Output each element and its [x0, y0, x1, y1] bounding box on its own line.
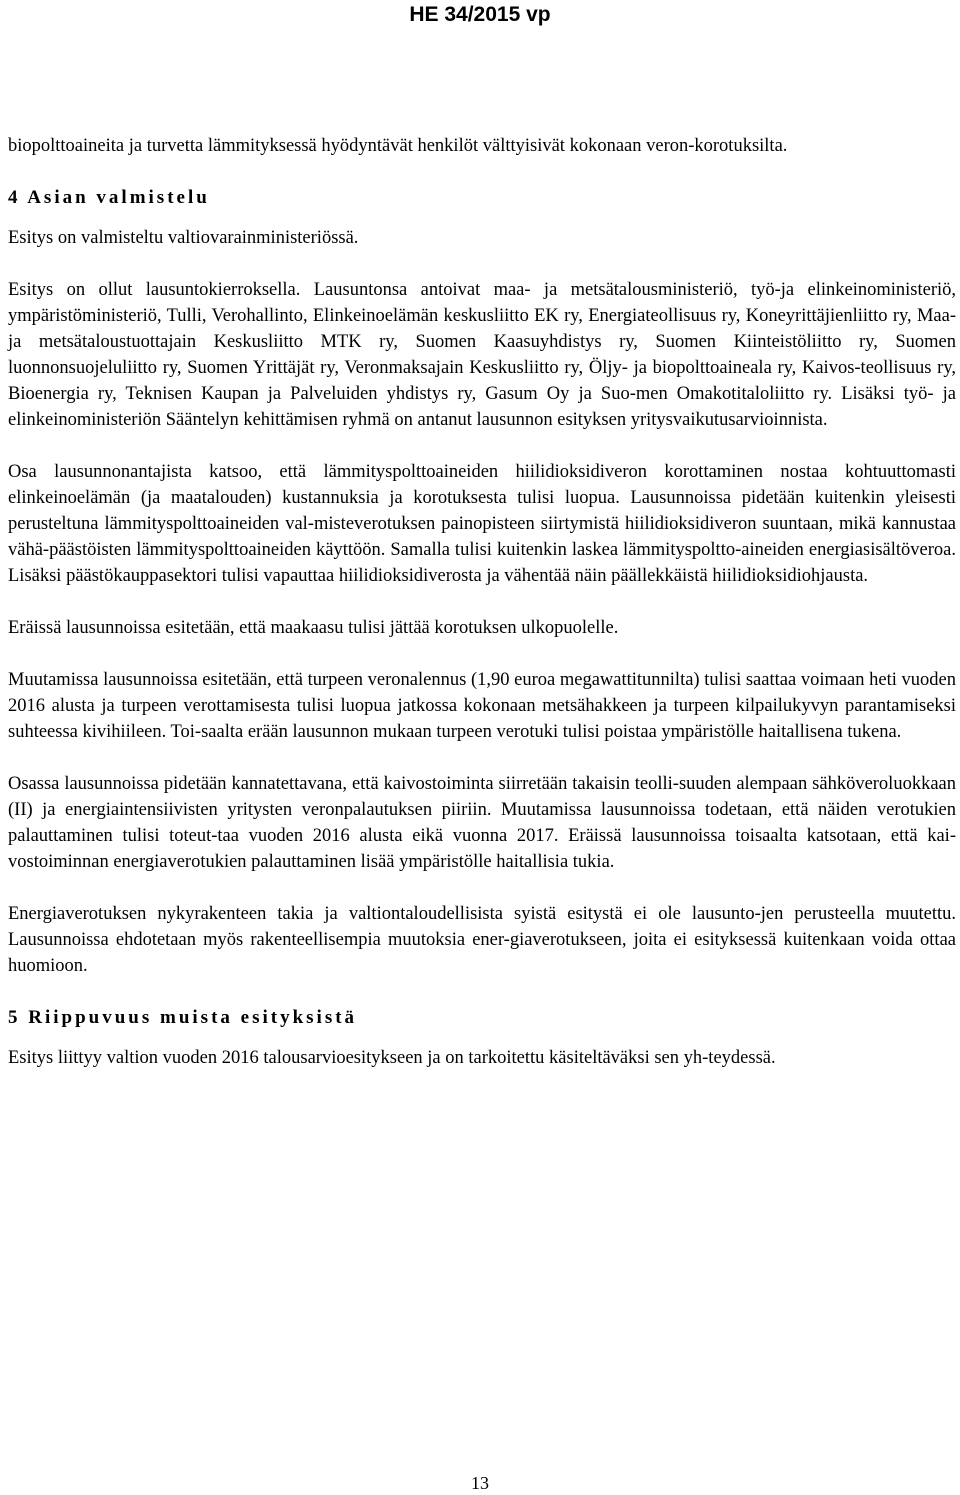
document-body — [8, 133, 956, 1071]
page-number: 13 — [471, 1473, 489, 1493]
document-id: HE 34/2015 vp — [409, 3, 551, 26]
paragraph-riippuvuus: Esitys liittyy valtion vuoden 2016 talousarvioesitykseen ja on tarkoitettu käsiteltäväksi sen yh-teydessä. — [8, 1048, 776, 1068]
paragraph-rakenne: Energiaverotuksen nykyrakenteen takia ja valtiontaloudellisista syistä esitystä ei ole lausunto-jen perusteella muutettu. Lausunnoissa ehdotetaan myös rakenteellisempia muutoksia ener-giaverotukseen, joita ei esityksessä kuitenkaan voida ottaa huomioon. — [8, 904, 956, 976]
paragraph-consultation: Esitys on ollut lausuntokierroksella. Lausuntonsa antoivat maa- ja metsätalousministeriö, työ-ja elinkeinoministeriö, ympäristöministeriö, Tulli, Verohallinto, Elinkeinoelämän keskusliitto EK ry, Energiateollisuus ry, Koneyrittäjienliitto ry, Maa- ja metsätaloustuottajain Keskusliitto MTK ry, Suomen Kaasuyhdistys ry, Suomen Kiinteistöliitto ry, Suomen luonnonsuojeluliitto ry, Suomen Yrittäjät ry, Veronmaksajain Keskusliitto ry, Öljy- ja biopolttoaineala ry, Kaivos-teollisuus ry, Bioenergia ry, Teknisen Kaupan ja Palveluiden yhdistys ry, Gasum Oy ja Suo-men Omakotitaloliitto ry. Lisäksi työ- ja elinkeinoministeriön Sääntelyn kehittämisen ryhmä on antanut lausunnon esityksen yritysvaikutusarvioinnista. — [8, 280, 956, 430]
paragraph-intro: biopolttoaineita ja turvetta lämmityksessä hyödyntävät henkilöt välttyisivät kokonaan veron-korotuksilta. — [8, 136, 788, 156]
paragraph-turve: Muutamissa lausunnoissa esitetään, että turpeen veronalennus (1,90 euroa megawattitunnilta) tulisi saattaa voimaan heti vuoden 2016 alusta ja turpeen verottamisesta tulisi luopua jatkossa kokonaan metsähakkeen ja turpeen kilpailukyvyn parantamiseksi suhteessa kivihiileen. Toi-saalta erään lausunnon mukaan turpeen verotuki tulisi poistaa ympäristölle haitallisena tukena. — [8, 670, 956, 742]
paragraph-osa: Osa lausunnonantajista katsoo, että lämmityspolttoaineiden hiilidioksidiveron korottaminen nostaa kohtuuttomasti elinkeinoelämän (ja maatalouden) kustannuksia ja korotuksesta tulisi luopua. Lausunnoissa pidetään kuitenkin yleisesti perusteltuna lämmityspolttoaineiden val-misteverotuksen painopisteen siirtymistä hiilidioksidiveron suuntaan, mikä kannustaa vähä-päästöisten lämmityspolttoaineiden käyttöön. Samalla tulisi kuitenkin laskea lämmityspoltto-aineiden energiasisältöveroa. Lisäksi päästökauppasektori tulisi vapauttaa hiilidioksidiverosta ja vähentää näin päällekkäistä hiilidioksidiohjausta. — [8, 462, 956, 586]
paragraph-preparation: Esitys on valmisteltu valtiovarainministeriössä. — [8, 228, 359, 248]
paragraph-maakaasu: Eräissä lausunnoissa esitetään, että maakaasu tulisi jättää korotuksen ulkopuolelle. — [8, 618, 619, 638]
paragraph-kaivos: Osassa lausunnoissa pidetään kannatettavana, että kaivostoiminta siirretään takaisin teolli-suuden alempaan sähköveroluokkaan (II) ja energiaintensiivisten yritysten veronpalautuksen piiriin. Muutamissa lausunnoissa todetaan, että näiden verotukien palauttaminen tulisi toteut-taa vuoden 2016 alusta eikä vuonna 2017. Eräissä lausunnoissa toisaalta katsotaan, että kai-vostoiminnan energiaverotukien palauttaminen lisää ympäristölle haitallisia tukia. — [8, 774, 956, 872]
section-heading-4: 4 Asian valmistelu — [8, 187, 210, 208]
section-heading-5: 5 Riippuvuus muista esityksistä — [8, 1007, 358, 1028]
